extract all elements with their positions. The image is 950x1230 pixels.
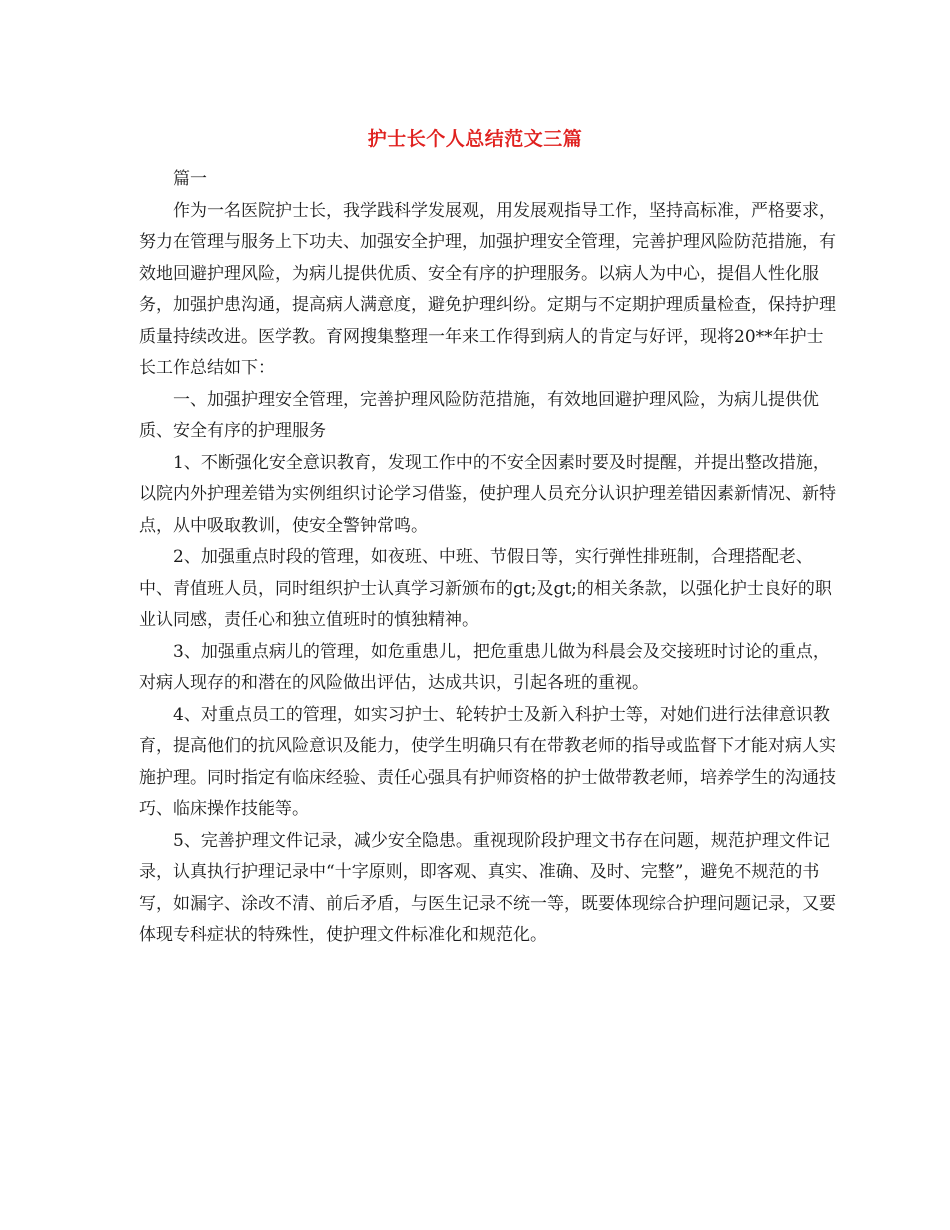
item-paragraph-2: 2、加强重点时段的管理，如夜班、中班、节假日等，实行弹性排班制，合理搭配老、中、青值班人员，同时组织护士认真学习新颁布的gt;及gt;的相关条款，以强化护士良好的职业认同感，责任心和独立值班时的慎独精神。 bbox=[139, 547, 832, 630]
document-body bbox=[139, 164, 839, 952]
item-paragraph-4: 4、对重点员工的管理，如实习护士、轮转护士及新入科护士等，对她们进行法律意识教育，提高他们的抗风险意识及能力，使学生明确只有在带教老师的指导或监督下才能对病人实施护理。同时指定有临床经验、责任心强具有护师资格的护士做带教老师，培养学生的沟通技巧、临床操作技能等。 bbox=[139, 704, 836, 819]
intro-paragraph: 作为一名医院护士长，我学践科学发展观，用发展观指导工作，坚持高标准，严格要求，努力在管理与服务上下功夫、加强安全护理，加强护理安全管理，完善护理风险防范措施，有效地回避护理风险，为病儿提供优质、安全有序的护理服务。以病人为中心，提倡人性化服务，加强护患沟通，提高病人满意度，避免护理纠纷。定期与不定期护理质量检查，保持护理质量持续改进。医学教。育网搜集整理一年来工作得到病人的肯定与好评，现将20**年护士长工作总结如下： bbox=[139, 200, 836, 378]
heading-paragraph-1: 一、加强护理安全管理，完善护理风险防范措施，有效地回避护理风险，为病儿提供优质、安全有序的护理服务 bbox=[139, 389, 819, 441]
item-paragraph-1: 1、不断强化安全意识教育，发现工作中的不安全因素时要及时提醒，并提出整改措施，以院内外护理差错为实例组织讨论学习借鉴，使护理人员充分认识护理差错因素新情况、新特点，从中吸取教训，使安全警钟常鸣。 bbox=[139, 452, 836, 536]
document-title: 护士长个人总结范文三篇 bbox=[367, 128, 583, 150]
item-paragraph-5: 5、完善护理文件记录，减少安全隐患。重视现阶段护理文书存在问题，规范护理文件记录，认真执行护理记录中“十字原则，即客观、真实、准确、及时、完整”，避免不规范的书写，如漏字、涂改不清、前后矛盾，与医生记录不统一等，既要体现综合护理问题记录，又要体现专科症状的特殊性，使护理文件标准化和规范化。 bbox=[139, 830, 836, 945]
section-heading: 篇一 bbox=[173, 169, 207, 189]
item-paragraph-3: 3、加强重点病儿的管理，如危重患儿，把危重患儿做为科晨会及交接班时讨论的重点，对病人现存的和潜在的风险做出评估，达成共识，引起各班的重视。 bbox=[139, 641, 830, 693]
